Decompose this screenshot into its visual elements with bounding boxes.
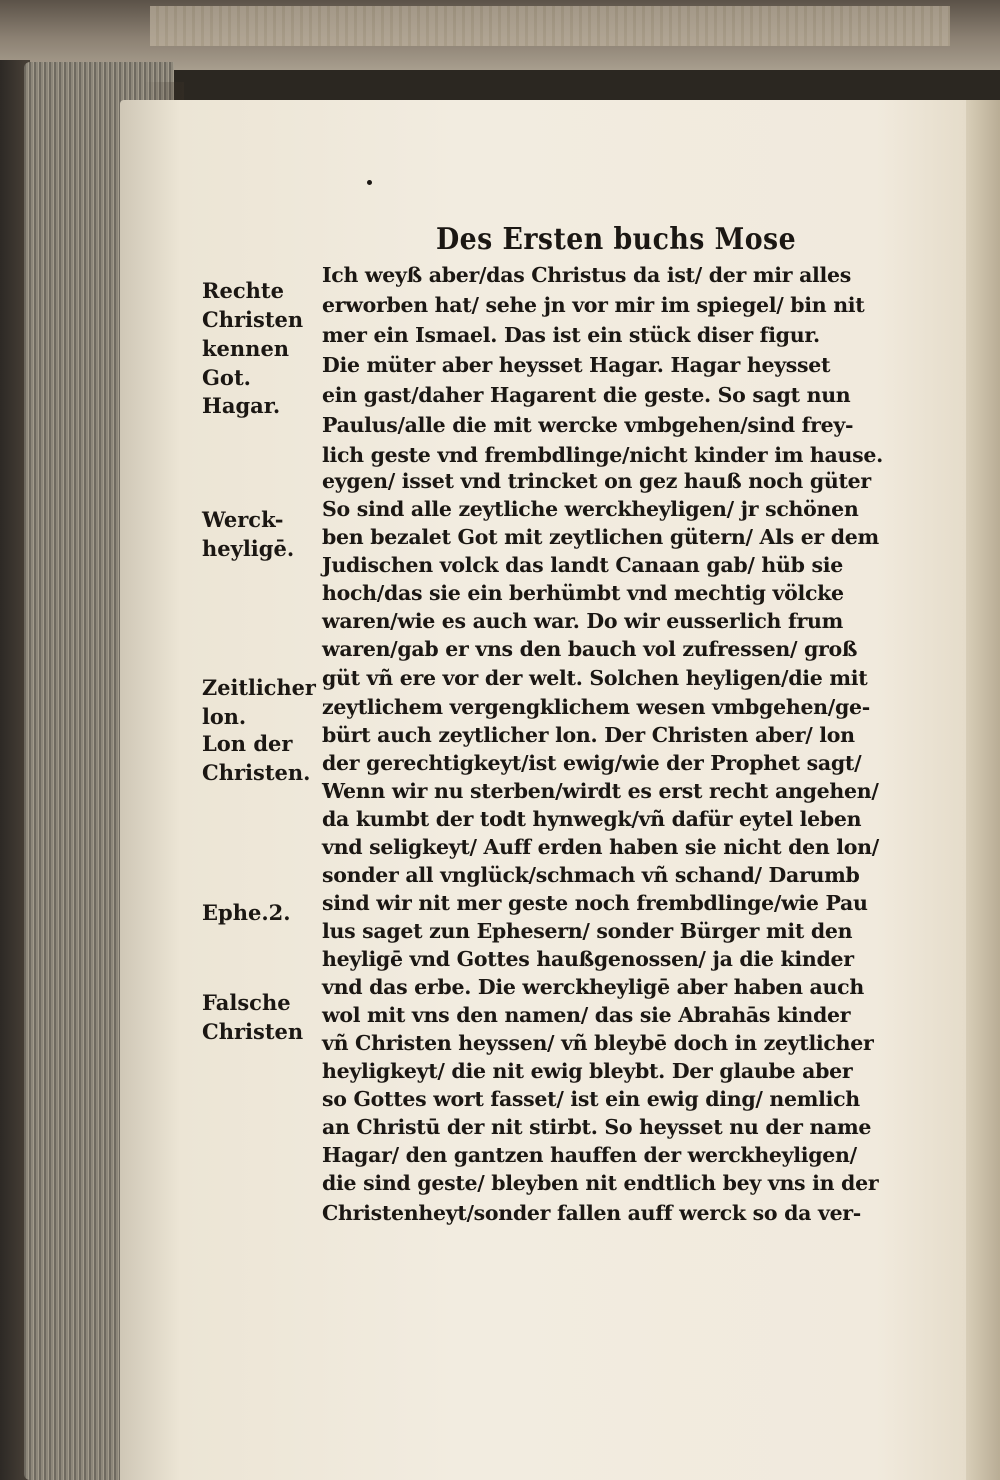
marginal-note-line: Falsche	[202, 990, 291, 1015]
book-top-edge	[0, 0, 1000, 70]
text-line: der gerechtigkeyt/ist ewig/wie der Prophet sagt/	[322, 751, 862, 775]
ink-dot	[367, 180, 372, 185]
marginal-note-line: Ephe.2.	[202, 900, 291, 925]
marginal-note	[202, 673, 316, 731]
text-line: hoch/das sie ein berhümbt vnd mechtig völcke	[322, 581, 844, 605]
text-line: eygen/ isset vnd trincket on gez hauß noch güter	[322, 469, 871, 493]
marginal-note-line: heyligē.	[202, 536, 295, 561]
text-line: sind wir nit mer geste noch frembdlinge/wie Pau	[322, 891, 868, 915]
text-line: Paulus/alle die mit wercke vmbgehen/sind frey-	[322, 413, 854, 437]
marginal-note-line: Rechte	[202, 278, 284, 303]
text-line: ein gast/daher Hagarent die geste. So sagt nun	[322, 383, 851, 407]
marginal-note	[202, 505, 294, 563]
running-head: Des Ersten buchs Mose	[436, 222, 797, 257]
text-line: bürt auch zeytlicher lon. Der Christen aber/ lon	[322, 723, 855, 747]
text-line: erworben hat/ sehe jn vor mir im spiegel/ bin nit	[322, 293, 865, 317]
text-line: waren/gab er vns den bauch vol zufressen/ groß	[322, 637, 858, 661]
text-line: da kumbt der todt hynwegk/vñ dafür eytel leben	[322, 807, 862, 831]
marginal-note	[202, 898, 291, 927]
text-line: Christenheyt/sonder fallen auff werck so da ver-	[322, 1201, 862, 1225]
marginal-note-line: kennen	[202, 336, 290, 361]
text-line: Wenn wir nu sterben/wirdt es erst recht angehen/	[322, 779, 879, 803]
text-line: zeytlichem vergengklichem wesen vmbgehen/ge-	[322, 695, 870, 719]
text-line: heyligē vnd Gottes haußgenossen/ ja die kinder	[322, 947, 854, 971]
text-line: lich geste vnd frembdlinge/nicht kinder im hause.	[322, 443, 883, 467]
marginal-note-line: Got.	[202, 365, 251, 390]
text-line: vnd das erbe. Die werckheyligē aber haben auch	[322, 975, 864, 999]
text-line: Ich weyß aber/das Christus da ist/ der mir alles	[322, 263, 852, 287]
marginal-note-line: Christen	[202, 307, 304, 332]
text-line: ben bezalet Got mit zeytlichen gütern/ Als er dem	[322, 525, 879, 549]
text-line: die sind geste/ bleyben nit endtlich bey vns in der	[322, 1171, 879, 1195]
text-line: Die müter aber heysset Hagar. Hagar heysset	[322, 353, 831, 377]
text-line: mer ein Ismael. Das ist ein stück diser figur.	[322, 323, 820, 347]
text-line: Judischen volck das landt Canaan gab/ hüb sie	[322, 553, 843, 577]
marginal-note	[202, 391, 280, 420]
marginal-note-line: lon.	[202, 704, 247, 729]
text-line: so Gottes wort fasset/ ist ein ewig ding/ nemlich	[322, 1087, 860, 1111]
marginal-note	[202, 729, 311, 787]
marginal-note-line: Zeitlicher	[202, 675, 316, 700]
text-line: sonder all vnglück/schmach vñ schand/ Darumb	[322, 863, 860, 887]
text-line: waren/wie es auch war. Do wir eusserlich frum	[322, 609, 843, 633]
marginal-note-line: Lon der	[202, 731, 293, 756]
text-line: Hagar/ den gantzen hauffen der werckheyligen/	[322, 1143, 857, 1167]
text-line: vñ Christen heyssen/ vñ bleybē doch in zeytlicher	[322, 1031, 874, 1055]
marginal-note	[202, 276, 303, 392]
page-gutter	[966, 100, 1000, 1480]
text-line: wol mit vns den namen/ das sie Abrahās kinder	[322, 1003, 851, 1027]
text-line: lus saget zun Ephesern/ sonder Bürger mit den	[322, 919, 853, 943]
marginal-note-line: Hagar.	[202, 393, 281, 418]
marginal-note-line: Christen.	[202, 760, 311, 785]
text-line: güt vñ ere vor der welt. Solchen heyligen/die mit	[322, 666, 868, 690]
text-line: an Christū der nit stirbt. So heysset nu der name	[322, 1115, 872, 1139]
marginal-note	[202, 988, 303, 1046]
marginal-note-line: Christen	[202, 1019, 304, 1044]
marginal-note-line: Werck-	[202, 507, 284, 532]
text-line: heyligkeyt/ die nit ewig bleybt. Der glaube aber	[322, 1059, 853, 1083]
text-line: vnd seligkeyt/ Auff erden haben sie nicht den lon/	[322, 835, 879, 859]
text-line: So sind alle zeytliche werckheyligen/ jr schönen	[322, 497, 859, 521]
